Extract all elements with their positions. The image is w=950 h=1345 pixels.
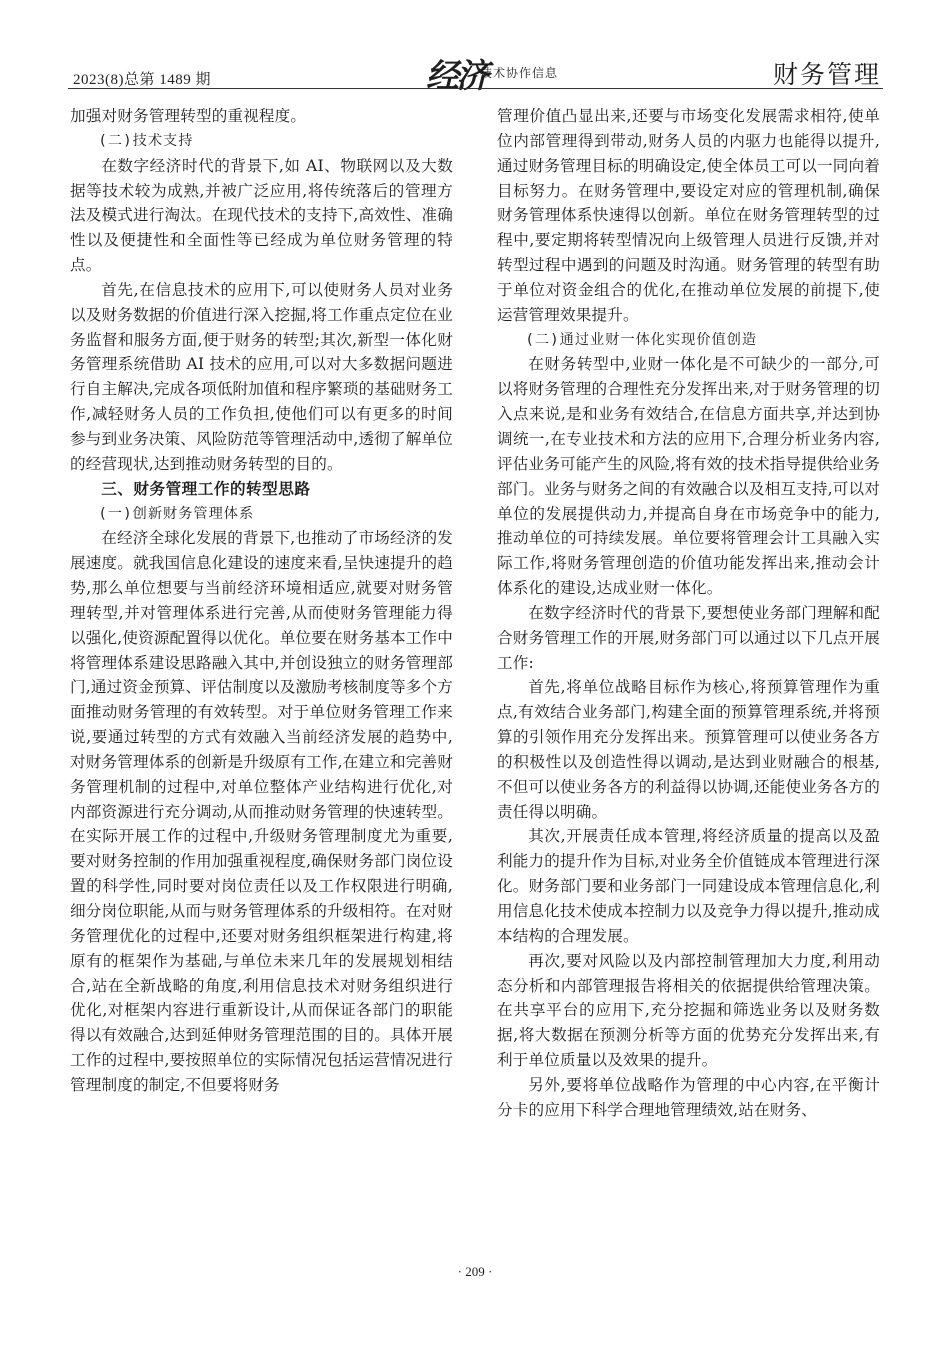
paragraph: 在经济全球化发展的背景下,也推动了市场经济的发展速度。就我国信息化建设的速度来看,呈快速提升的趋势,那么单位想要与当前经济环境相适应,就要对财务管理转型,并对管理体系进行完善,从而使财务管理能力得以强化,使资源配置得以优化。单位要在财务基本工作中将管理体系建设思路融入其中,并创设独立的财务管理部门,通过资金预算、评估制度以及激励考核制度等多个方面推动财务管理的有效转型。对于单位财务管理工作来说,要通过转型的方式有效融入当前经济发展的趋势中,对财务管理体系的创新是升级原有工作,在建立和完善财务管理机制的过程中,对单位整体产业结构进行优化,对内部资源进行充分调动,从而推动财务管理的快速转型。在实际开展工作的过程中,升级财务管理制度尤为重要,要对财务控制的作用加强重视程度,确保财务部门岗位设置的科学性,同时要对岗位责任以及工作权限进行明确,细分岗位职能,从而与财务管理体系的升级相符。在对财务管理优化的过程中,还要对财务组织框架进行构建,将原有的框架作为基础,与单位未来几年的发展规划相结合,站在全新战略的角度,利用信息技术对财务组织进行优化,对框架内容进行重新设计,从而保证各部门的职能得以有效融合,达到延伸财务管理范围的目的。具体开展工作的过程中,要按照单位的实际情况包括运营情况进行管理制度的制定,不但要将财务: [70, 529, 453, 1094]
paragraph: 首先,在信息技术的应用下,可以使财务人员对业务以及财务数据的价值进行深入挖掘,将工作重点定位在业务监督和服务方面,便于财务的转型;其次,新型一体化财务管理系统借助 AI 技术的应用,可以对大多数据问题进行自主解决,完成各项低附加值和程序繁琐的基础财务工作,减轻财务人员的工作负担,使他们可以有更多的时间参与到业务决策、风险防范等管理活动中,透彻了解单位的经营现状,达到推动财务转型的目的。: [70, 280, 453, 473]
subsection-heading: (二)技术支持: [98, 132, 194, 149]
subsection-heading: (一)创新财务管理体系: [98, 505, 255, 522]
left-column: [70, 104, 453, 1098]
issue-number: 2023(8)总第 1489 期: [73, 72, 211, 88]
paragraph: 在财务转型中,业财一体化是不可缺少的一部分,可以将财务管理的合理性充分发挥出来,对于财务管理的切入点来说,是和业务有效结合,在信息方面共享,并达到协调统一,在专业技术和方法的应用下,合理分析业务内容,评估业务可能产生的风险,将有效的技术指导提供给业务部门。业务与财务之间的有效融合以及相互支持,可以对单位的发展提供动力,并提高自身在市场竞争中的能力,推动单位的可持续发展。单位要将管理会计工具融入实际工作,将财务管理创造的价值功能发挥出来,推动会计体系化的建设,达成业财一体化。: [497, 355, 880, 598]
paragraph: 另外,要将单位战略作为管理的中心内容,在平衡计分卡的应用下科学合理地管理绩效,站在财务、: [497, 1075, 880, 1119]
subsection-heading: (二)通过业财一体化实现价值创造: [525, 331, 758, 348]
page-number: · 209 ·: [457, 1264, 493, 1279]
paragraph: 首先,将单位战略目标作为核心,将预算管理作为重点,有效结合业务部门,构建全面的预算管理系统,并将预算的引领作用充分发挥出来。预算管理可以使业务各方的积极性以及创造性得以调动,是达到业财融合的根基,不但可以使业务各方的利益得以协调,还能使业务各方的责任得以明确。: [497, 678, 880, 821]
paragraph: 管理价值凸显出来,还要与市场变化发展需求相符,使单位内部管理得到带动,财务人员的内驱力也能得以提升,通过财务管理目标的明确设定,使全体员工可以一同向着目标努力。在财务管理中,要设定对应的管理机制,确保财务管理体系快速得以创新。单位在财务管理转型的过程中,要定期将转型情况向上级管理人员进行反馈,并对转型过程中遇到的问题及时沟通。财务管理的转型有助于单位对资金组合的优化,在推动单位发展的前提下,使运营管理效果提升。: [497, 107, 880, 324]
section-heading: 三、财务管理工作的转型思路: [101, 479, 311, 498]
paragraph: 在数字经济时代的背景下,要想使业务部门理解和配合财务管理工作的开展,财务部门可以通过以下几点开展工作:: [497, 603, 880, 672]
journal-logo: 经济: [426, 56, 486, 95]
header-rule: [68, 88, 883, 89]
section-title: 财务管理: [772, 60, 881, 89]
paragraph: 再次,要对风险以及内部控制管理加大力度,利用动态分析和内部管理报告将相关的依据提供给管理决策。在共享平台的应用下,充分挖掘和筛选业务以及财务数据,将大数据在预测分析等方面的优势充分发挥出来,有利于单位质量以及效果的提升。: [497, 951, 880, 1070]
journal-subtitle: 技术协作信息: [480, 66, 559, 80]
right-column: [497, 104, 880, 1123]
paragraph: 加强对财务管理转型的重视程度。: [70, 107, 307, 125]
paragraph: 在数字经济时代的背景下,如 AI、物联网以及大数据等技术较为成熟,并被广泛应用,将传统落后的管理方法及模式进行淘汰。在现代技术的支持下,高效性、准确性以及便捷性和全面性等已经成为单位财务管理的特点。: [70, 156, 453, 275]
page-header: [68, 48, 883, 95]
paragraph: 其次,开展责任成本管理,将经济质量的提高以及盈利能力的提升作为目标,对业务全价值链成本管理进行深化。财务部门要和业务部门一同建设成本管理信息化,利用信息化技术使成本控制力以及竞争力得以提升,推动成本结构的合理发展。: [497, 827, 880, 945]
